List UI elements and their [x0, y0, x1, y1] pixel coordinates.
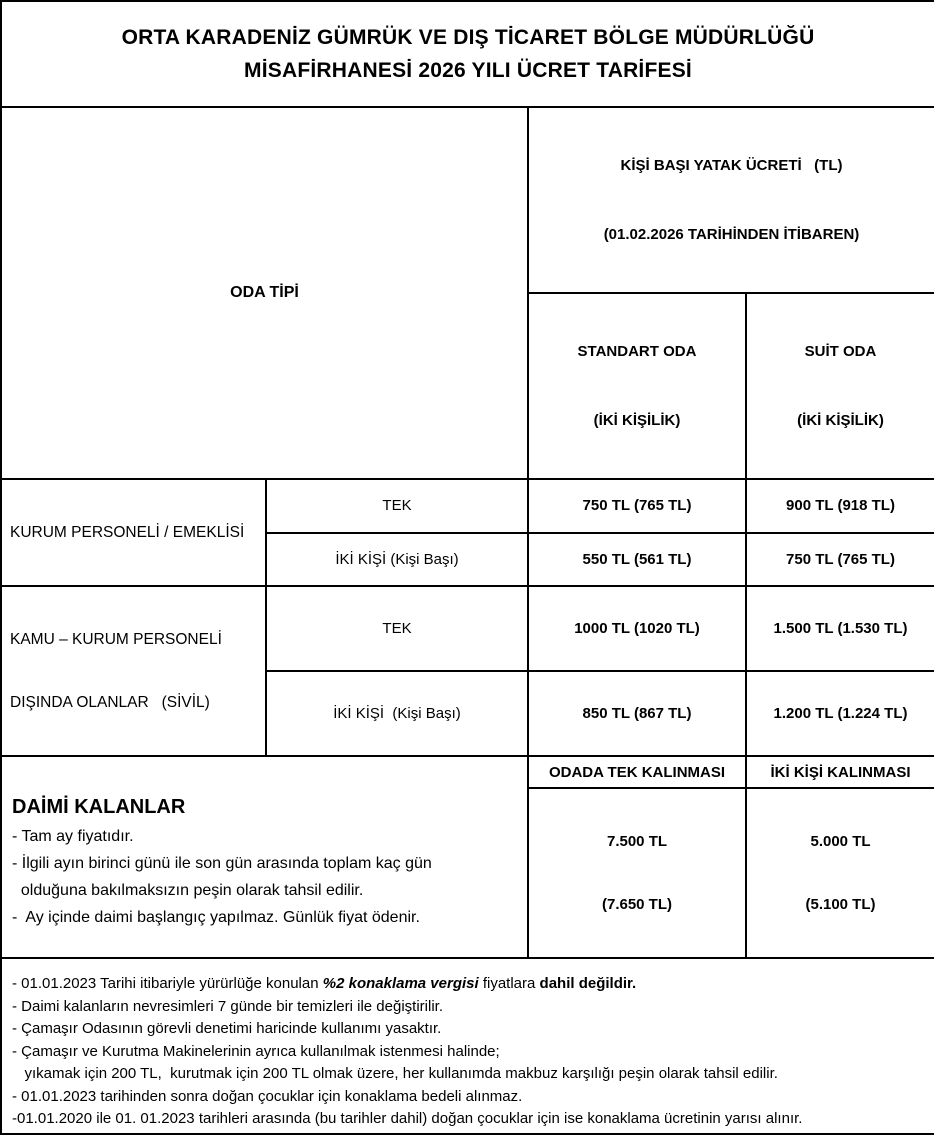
fee-header-line1: KİŞİ BAŞI YATAK ÜCRETİ (TL): [620, 157, 843, 174]
group-kurum-personeli-cell: [1, 479, 266, 586]
standart-price-cell: 1000 TL (1020 TL): [528, 586, 746, 671]
group-kamu-kurum-cell: [1, 586, 266, 756]
daimi-bullet: - İlgili ayın birinci günü ile son gün arasında toplam kaç gün: [12, 854, 432, 872]
suit-price-cell: 900 TL (918 TL): [746, 479, 934, 533]
standart-oda-sublabel: (İKİ KİŞİLİK): [593, 412, 681, 429]
iki-kisi-kalinmasi-header-cell: İKİ KİŞİ KALINMASI: [746, 756, 934, 788]
footer-note: yıkamak için 200 TL, kurutmak için 200 TL olmak üzere, her kullanımda makbuz karşılığı peşin olarak tahsil edilir.: [12, 1065, 778, 1083]
standart-price-cell: 550 TL (561 TL): [528, 533, 746, 587]
suit-oda-sublabel: (İKİ KİŞİLİK): [797, 412, 884, 429]
standart-price-cell: 750 TL (765 TL): [528, 479, 746, 533]
footer-note-tax-emphasis: %2 konaklama vergisi: [322, 975, 479, 993]
footer-note: - Çamaşır ve Kurutma Makinelerinin ayrıca kullanılmak istenmesi halinde;: [12, 1042, 500, 1060]
footer-note: - Çamaşır Odasının görevli denetimi haricinde kullanımı yasaktır.: [12, 1020, 442, 1038]
document-title-line1: ORTA KARADENİZ GÜMRÜK VE DIŞ TİCARET BÖLGE MÜDÜRLÜĞÜ: [121, 26, 815, 49]
footer-note-tax-middle: fiyatlara: [478, 975, 540, 993]
fee-header-cell: [528, 107, 934, 293]
standart-price-cell: 850 TL (867 TL): [528, 671, 746, 756]
footer-notes-cell: [1, 958, 934, 1134]
oda-tipi-label: ODA TİPİ: [230, 284, 299, 301]
suit-oda-label: SUİT ODA: [804, 343, 877, 360]
daimi-single-price-line2: (7.650 TL): [601, 896, 673, 913]
document-title-line2: MİSAFİRHANESİ 2026 YILI ÜCRET TARİFESİ: [244, 59, 692, 82]
suit-price-cell: 750 TL (765 TL): [746, 533, 934, 587]
table-row: [1, 479, 934, 533]
daimi-double-price-cell: [746, 788, 934, 958]
oda-tipi-header-cell: [1, 107, 528, 479]
occupancy-type-cell: İKİ KİŞİ (Kişi Başı): [266, 533, 528, 587]
footer-note: - 01.01.2023 tarihinden sonra doğan çocuklar için konaklama bedeli alınmaz.: [12, 1087, 523, 1105]
occupancy-type-cell: TEK: [266, 479, 528, 533]
daimi-kalanlar-info-cell: [1, 756, 528, 958]
daimi-bullet: - Tam ay fiyatıdır.: [12, 827, 134, 845]
daimi-double-price-line2: (5.100 TL): [805, 896, 876, 913]
group-kurum-personeli-label: KURUM PERSONELİ / EMEKLİSİ: [10, 524, 245, 541]
footer-note-tax: [12, 973, 924, 996]
daimi-bullet: olduğuna bakılmaksızın peşin olarak tahsil edilir.: [12, 881, 364, 899]
table-row: [1, 586, 934, 671]
group-kamu-kurum-label-line1: KAMU – KURUM PERSONELİ: [10, 631, 222, 648]
odada-tek-kalinmasi-header-cell: ODADA TEK KALINMASI: [528, 756, 746, 788]
footer-note-tax-prefix: - 01.01.2023 Tarihi itibariyle yürürlüğe konulan: [12, 975, 323, 993]
daimi-double-price-line1: 5.000 TL: [810, 833, 871, 850]
footer-note: -01.01.2020 ile 01. 01.2023 tarihleri arasında (bu tarihler dahil) doğan çocuklar için ise konaklama ücretinin yarısı alınır.: [12, 1110, 803, 1128]
daimi-bullet: - Ay içinde daimi başlangıç yapılmaz. Günlük fiyat ödenir.: [12, 908, 420, 926]
daimi-single-price-cell: [528, 788, 746, 958]
daimi-kalanlar-title: DAİMİ KALANLAR: [12, 795, 186, 818]
group-kamu-kurum-label-line2: DIŞINDA OLANLAR (SİVİL): [10, 694, 210, 711]
standart-oda-label: STANDART ODA: [577, 343, 697, 360]
daimi-single-price-line1: 7.500 TL: [606, 833, 668, 850]
title-cell: [1, 1, 934, 107]
standart-oda-header-cell: [528, 293, 746, 479]
suit-price-cell: 1.500 TL (1.530 TL): [746, 586, 934, 671]
suit-price-cell: 1.200 TL (1.224 TL): [746, 671, 934, 756]
fee-header-line2: (01.02.2026 TARİHİNDEN İTİBAREN): [603, 226, 860, 243]
occupancy-type-cell: İKİ KİŞİ (Kişi Başı): [266, 671, 528, 756]
footer-note: - Daimi kalanların nevresimleri 7 günde bir temizleri ile değiştirilir.: [12, 997, 443, 1015]
occupancy-type-cell: TEK: [266, 586, 528, 671]
suit-oda-header-cell: [746, 293, 934, 479]
footer-note-tax-bold: dahil değildir.: [539, 975, 637, 993]
